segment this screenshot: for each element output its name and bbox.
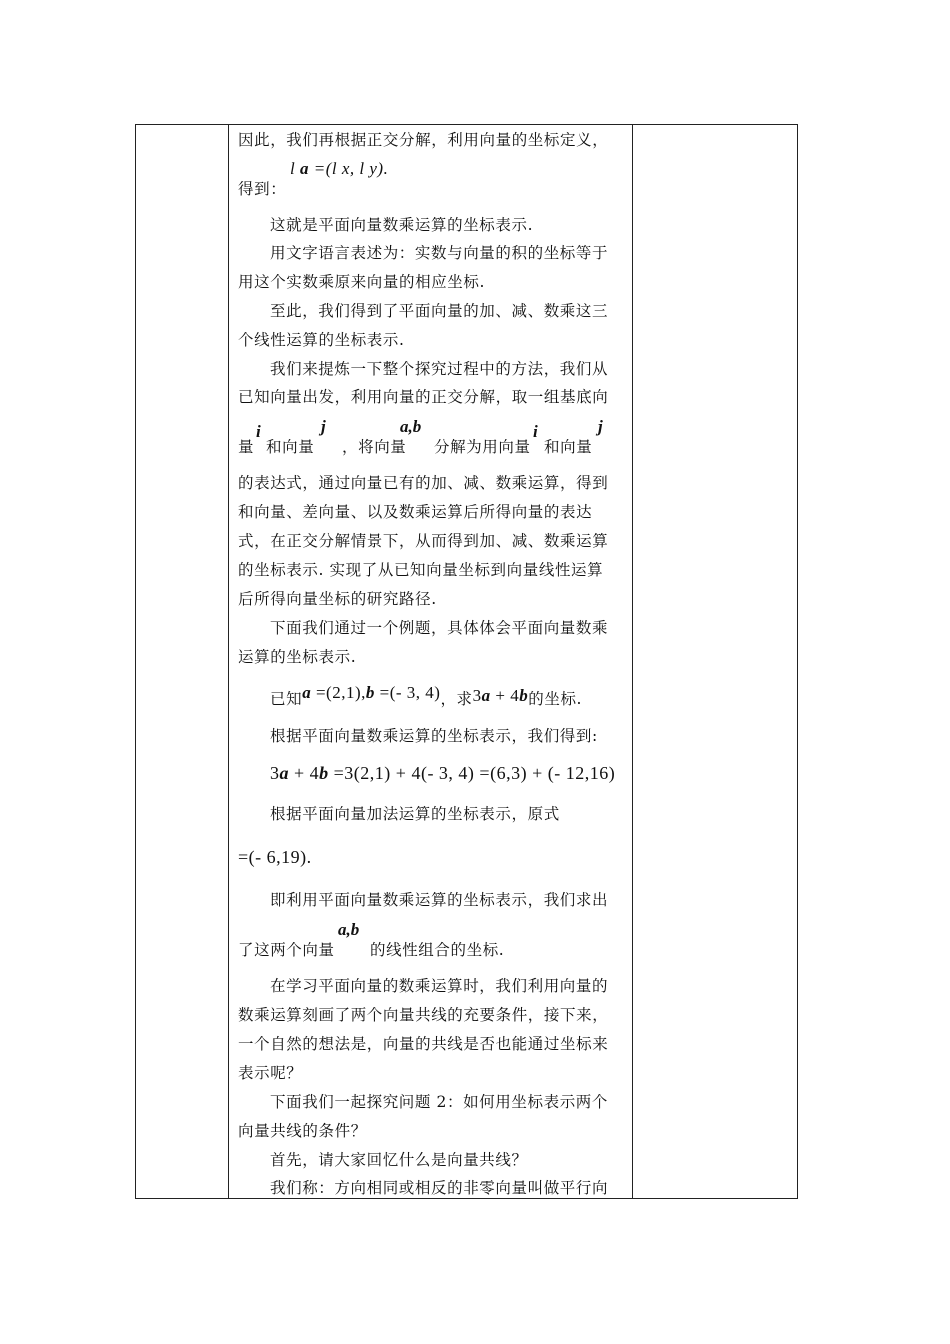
text-line: 式，在正交分解情景下，从而得到加、减、数乘运算 [238,532,609,550]
column-divider-2 [632,124,633,1199]
text-line: 因此，我们再根据正交分解，利用向量的坐标定义， [238,131,609,149]
vector-ab-symbol: a,b [400,417,422,436]
text-line: 的坐标表示. 实现了从已知向量坐标到向量线性运算 [238,561,604,579]
text-line: 一个自然的想法是，向量的共线是否也能通过坐标来 [238,1035,609,1053]
vector-i-symbol: i [533,422,538,441]
text-line: 用这个实数乘原来向量的相应坐标. [238,273,486,291]
vector-ab-symbol: a,b [338,920,360,939]
text-line: 数乘运算刻画了两个向量共线的充要条件，接下来， [238,1006,609,1024]
text-line: 个线性运算的坐标表示. [238,331,405,349]
vector-i-symbol: i [256,422,261,441]
text-line: 下面我们通过一个例题，具体体会平面向量数乘 [270,619,609,637]
content-cell: 因此，我们再根据正交分解，利用向量的坐标定义， l a =(l x, l y). 得到： 这就是平面向量数乘运算的坐标表示. 用文字语言表述为：实数与向量的积的坐标等于 用这个实数乘原来向量的相应坐标. 至此，我们得到了平面向量的加、减、数乘这三 个线性运算的坐标表示. 我们来提炼一下整个探究过程中的方法，我们从 已知向量出发，利用向量的正交分解，取一组基底向 量 i 和向量 j ，将向量 a,b 分解为用向量 i 和向量 j 的表达式，通过向量已有的加、减、数乘运算，得到 和向量、差向量、以及数乘运算后所得向量的表达 式，在正交分解情景下，从而得到加、减、数乘运算 的坐标表示. 实现了从已知向量坐标到向量线性运算 后所得向量坐标的研究路径. 下面我们通过一个例题，具体体会平面向量数乘 运算的坐标表示. 已知a =(2,1),b =(- 3, 4)，求3a + 4b的坐标. 根据平面向量数乘运算的坐标表示，我们得到: 3a + 4b =3(2,1) + 4(- 3, 4) =(6,3) + (- 12,16) 根据平面向量加法运算的坐标表示，原式 =(- 6,19). 即利用平面向量数乘运算的坐标表示，我们求出 了这两个向量 a,b 的线性组合的坐标. 在学习平面向量的数乘运算时，我们利用向量的 数乘运算刻画了两个向量共线的充要条件，接下来， 一个自然的想法是，向量的共线是否也能通过坐标来 表示呢？ 下面我们一起探究问题 2：如何用坐标表示两个 向量共线的条件？ 首先，请大家回忆什么是向量共线？ 我们称：方向相同或相反的非零向量叫做平行向 [228,124,632,1199]
text-line: 的表达式，通过向量已有的加、减、数乘运算，得到 [238,474,609,492]
text-line: 已知向量出发，利用向量的正交分解，取一组基底向 [238,388,609,406]
text-line: 用文字语言表述为：实数与向量的积的坐标等于 [270,244,609,262]
text-line: 我们称：方向相同或相反的非零向量叫做平行向 [270,1179,609,1197]
text-line: 根据平面向量数乘运算的坐标表示，我们得到: [270,727,598,745]
formula-result: =(- 6,19). [238,847,312,867]
text-line: 下面我们一起探究问题 2：如何用坐标表示两个 [270,1093,608,1111]
text-line: 我们来提炼一下整个探究过程中的方法，我们从 [270,360,609,378]
formula-scalar-multiplication: l a =(l x, l y). [290,159,389,178]
text-line: 和向量、差向量、以及数乘运算后所得向量的表达 [238,503,593,521]
text-line: 表示呢？ [238,1064,303,1082]
vector-j-symbol: j [321,417,326,436]
text-line: 即利用平面向量数乘运算的坐标表示，我们求出 [270,891,609,909]
text-line: 运算的坐标表示. [238,648,357,666]
text-line: 这就是平面向量数乘运算的坐标表示. [270,216,534,234]
text-line: 在学习平面向量的数乘运算时，我们利用向量的 [270,977,609,995]
example-statement: 已知a =(2,1),b =(- 3, 4)，求3a + 4b的坐标. [270,683,583,708]
text-line: 向量共线的条件？ [238,1122,367,1140]
formula-example-calc: 3a + 4b =3(2,1) + 4(- 3, 4) =(6,3) + (- 12,16) [270,763,616,783]
text-line: 得到： [238,180,287,198]
text-line: 后所得向量坐标的研究路径. [238,590,437,608]
text-line: 根据平面向量加法运算的坐标表示，原式 [270,805,560,823]
vector-j-symbol: j [598,417,603,436]
text-line: 至此，我们得到了平面向量的加、减、数乘这三 [270,302,609,320]
text-line: 首先，请大家回忆什么是向量共线？ [270,1151,528,1169]
